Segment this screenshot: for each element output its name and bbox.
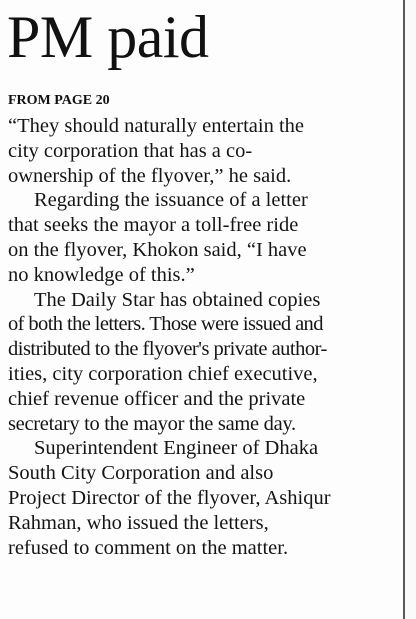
text-line: city corporation that has a co- <box>8 139 253 162</box>
text-line: ownership of the flyover,” he said. <box>8 164 292 187</box>
jump-line: FROM PAGE 20 <box>8 93 110 108</box>
text-line: South City Corporation and also <box>8 462 274 485</box>
text-line: of both the letters. Those were issued and <box>8 313 323 336</box>
text-line: “They should naturally entertain the <box>8 115 305 137</box>
text-line: Superintendent Engineer of Dhaka <box>34 437 319 460</box>
paragraph-1 <box>8 114 398 188</box>
paragraph-3 <box>8 288 398 437</box>
text-line: distributed to the flyover's private author- <box>8 338 327 361</box>
paragraph-4 <box>8 436 398 560</box>
text-line: on the flyover, Khokon said, “I have <box>8 238 307 261</box>
headline: PM paid <box>7 4 209 70</box>
text-line: Rahman, who issued the letters, <box>8 511 269 534</box>
text-line: secretary to the mayor the same day. <box>8 412 296 435</box>
text-line: chief revenue officer and the private <box>8 387 306 410</box>
article-body <box>8 114 398 560</box>
text-line: no knowledge of this.” <box>8 263 195 286</box>
paragraph-2 <box>8 188 398 287</box>
text-line: that seeks the mayor a toll-free ride <box>8 214 299 237</box>
text-line: Regarding the issuance of a letter <box>34 189 308 212</box>
text-line: Project Director of the flyover, Ashiqur <box>8 486 331 509</box>
adjacent-column-edge <box>405 0 416 619</box>
text-line: ities, city corporation chief executive, <box>8 362 318 385</box>
text-line: The Daily Star has obtained copies <box>34 288 321 311</box>
text-line: refused to comment on the matter. <box>8 536 289 559</box>
